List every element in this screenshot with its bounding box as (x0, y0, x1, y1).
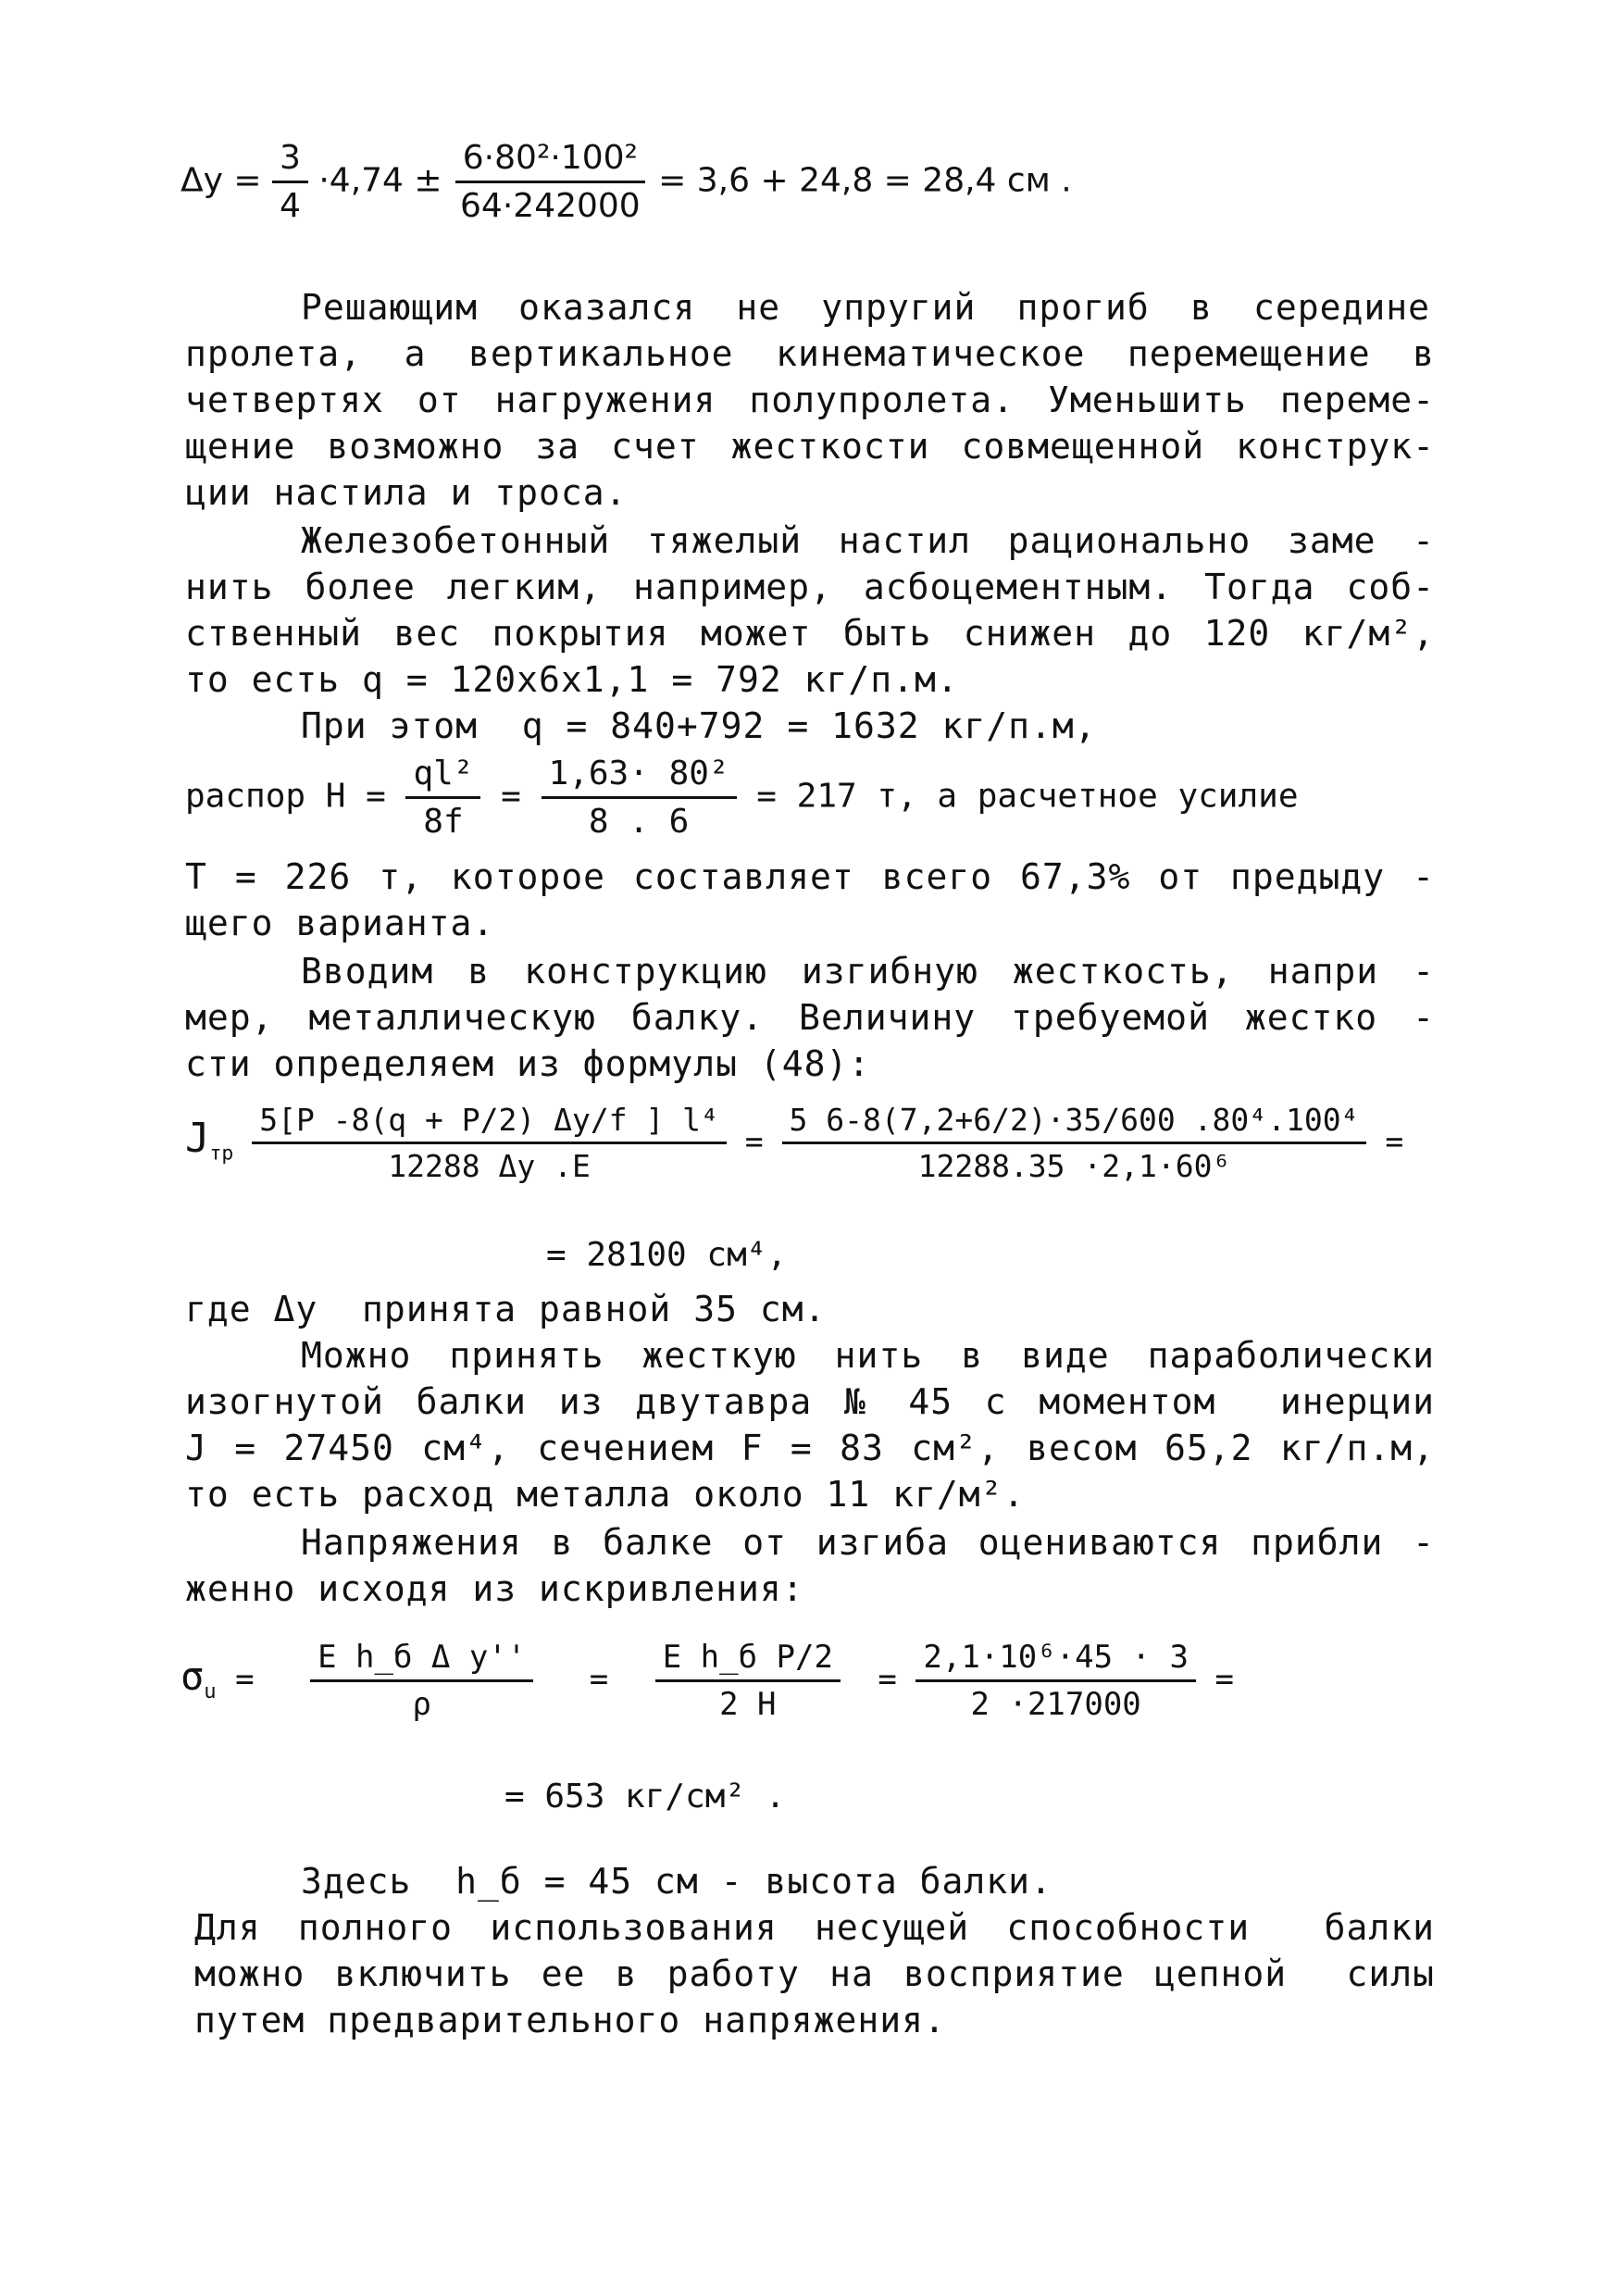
eq1-rhs: = 3,6 + 24,8 = 28,4 см . (658, 161, 1072, 200)
equation-thrust-h (185, 755, 1299, 841)
para2-line-4: то есть q = 120x6x1,1 = 792 кг/п.м. (185, 659, 959, 700)
eq1-frac2-denominator: 64·242000 (460, 187, 641, 225)
para4-line-1: где Δy принята равной 35 см. (185, 1289, 827, 1329)
eq4-frac2-denominator: 2 H (719, 1686, 777, 1723)
para3-line-1: T = 226 т, которое составляет всего 67,3% от предыду - (185, 856, 1435, 897)
equation-delta-y (181, 139, 1072, 225)
para4-line-4: J = 27450 см⁴, сечением F = 83 см², весом 65,2 кг/п.м, (185, 1428, 1435, 1468)
eq3-fraction-numeric (782, 1102, 1367, 1184)
eq4-equals-a: = (589, 1661, 609, 1698)
para4-line-2: Можно принять жесткую нить в виде параболически (301, 1335, 1435, 1376)
eq3-frac1-numerator: 5[P -8(q + P/2) Δy/f ] l⁴ (252, 1102, 727, 1144)
eq4-equals-b: = (878, 1661, 897, 1698)
para3-line-4: мер, металлическую балку. Величину требуемой жестко - (185, 997, 1435, 1038)
eq3-fraction-symbolic (252, 1102, 727, 1184)
para3-line-2: щего варианта. (185, 903, 495, 943)
eq3-lhs: J (185, 1115, 210, 1162)
eq4-frac2-numerator: E h_б P/2 (655, 1639, 841, 1682)
eq4-fraction-numeric (915, 1639, 1196, 1723)
eq4-fraction-load (655, 1639, 841, 1723)
eq1-lhs: Δy = (181, 161, 262, 200)
para2-line-3: ственный вес покрытия может быть снижен до 120 кг/м², (185, 613, 1435, 654)
equation-bending-stress (181, 1639, 1234, 1723)
eq2-lhs: распор H = (185, 777, 386, 816)
eq4-fraction-curvature (310, 1639, 533, 1723)
eq1-fraction-3-4 (272, 139, 308, 225)
para2-line-2: нить более легким, например, асбоцементным. Тогда соб- (185, 567, 1435, 607)
para1-line-1: Решающим оказался не упругий прогиб в середине (301, 287, 1430, 328)
eq4-frac1-denominator: ρ (412, 1686, 431, 1723)
para4-line-7: женно исходя из искривления: (185, 1568, 804, 1609)
eq3-frac1-denominator: 12288 Δy .E (388, 1148, 591, 1184)
eq3-frac2-numerator: 5 6-8(7,2+6/2)·35/600 .80⁴.100⁴ (782, 1102, 1367, 1144)
para1-line-2: пролета, а вертикальное кинематическое перемещение в (185, 333, 1435, 374)
eq1-fraction-main (453, 139, 648, 225)
para1-line-5: ции настила и троса. (185, 472, 628, 513)
eq4-tail: = (1214, 1661, 1234, 1698)
eq3-result: = 28100 см⁴, (546, 1236, 788, 1274)
equation-stiffness (185, 1102, 1403, 1184)
eq4-result: = 653 кг/см² . (504, 1778, 786, 1816)
para2-line-1: Железобетонный тяжелый настил рационально заме - (301, 520, 1435, 561)
eq4-lhs-subscript: u (204, 1678, 217, 1703)
eq4-lhs-equals: = (235, 1661, 255, 1698)
eq1-frac2-numerator: 6·80²·100² (455, 139, 645, 183)
eq2-frac1-numerator: ql² (405, 755, 480, 799)
para5-line-1: Здесь h_б = 45 см - высота балки. (301, 1861, 1052, 1902)
para1-line-4: щение возможно за счет жесткости совмещенной конструк- (185, 426, 1435, 467)
eq1-middle: ·4,74 ± (318, 161, 442, 200)
eq1-frac1-denominator: 4 (280, 187, 301, 225)
para1-line-3: четвертях от нагружения полупролета. Уменьшить переме- (185, 380, 1435, 420)
eq3-tail: = (1385, 1123, 1404, 1159)
eq2-frac2-numerator: 1,63· 80² (542, 755, 737, 799)
eq3-frac2-denominator: 12288.35 ·2,1·60⁶ (917, 1148, 1231, 1184)
para5-line-4: путем предварительного напряжения. (194, 2000, 946, 2040)
eq2-frac1-denominator: 8f (423, 803, 464, 841)
eq2-frac2-denominator: 8 . 6 (588, 803, 690, 841)
eq2-fraction-symbolic (405, 755, 480, 841)
para4-line-3: изогнутой балки из двутавра № 45 с моментом инерции (185, 1381, 1435, 1422)
para2-line-5: При этом q = 840+792 = 1632 кг/п.м, (301, 705, 1097, 746)
para5-line-2: Для полного использования несущей способности балки (194, 1907, 1435, 1948)
eq4-frac3-denominator: 2 ·217000 (970, 1686, 1141, 1723)
eq4-frac3-numerator: 2,1·10⁶·45 · 3 (915, 1639, 1196, 1682)
para3-line-5: сти определяем из формулы (48): (185, 1043, 871, 1084)
eq1-frac1-numerator: 3 (272, 139, 308, 183)
eq2-equals: = (501, 777, 521, 816)
eq3-lhs-subscript: тр (209, 1142, 234, 1166)
eq3-equals: = (744, 1123, 764, 1159)
eq2-fraction-numeric (542, 755, 737, 841)
para5-line-3: можно включить ее в работу на восприятие цепной силы (194, 1953, 1435, 1994)
para4-line-5: то есть расход металла около 11 кг/м². (185, 1474, 1026, 1515)
para4-line-6: Напряжения в балке от изгиба оцениваются прибли - (301, 1522, 1435, 1563)
eq4-lhs: σ (181, 1653, 205, 1699)
eq2-rhs: = 217 т, а расчетное усилие (756, 777, 1299, 816)
para3-line-3: Вводим в конструкцию изгибную жесткость, напри - (301, 951, 1435, 992)
eq4-frac1-numerator: E h_б Δ y'' (310, 1639, 533, 1682)
